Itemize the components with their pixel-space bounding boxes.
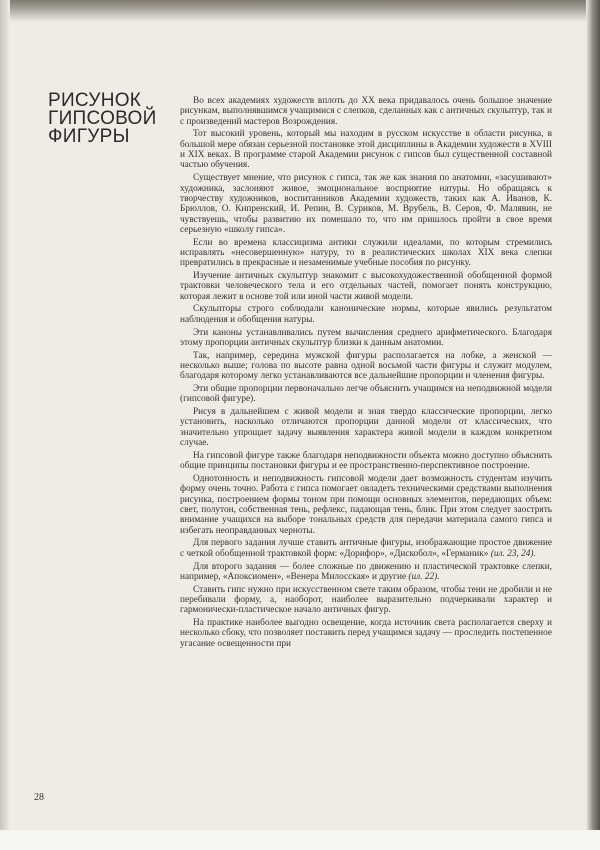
paragraph: Однотонность и неподвижность гипсовой модели дает возможность студентам изучить форму очень точно. Работа с гипса помогает овладеть техническими средствами выполнения рисунка, построением формы тоном при помощи основных элементов, передающих объем: свет, полутон, собственная тень, рефлекс, падающая тень, блик. При этом следует заострять внимание учащихся на выборе тональных средств для передачи материала самого гипса и избегать неоправданных черноты. [180, 473, 552, 536]
chapter-title-line-3: ФИГУРЫ [48, 126, 130, 147]
paragraph: Во всех академиях художеств вплоть до XX века придавалось очень большое значение рисункам, выполнявшимся учащимися с слепков, сделанных как с античных скульптур, так и с произведений мастеров Возрождения. [180, 96, 552, 127]
scan-shadow-left [0, 0, 10, 850]
paragraph: Ставить гипс нужно при искусственном свете таким образом, чтобы тени не дробили и не перебивали форму, а, наоборот, наиболее выразительно подчеркивали характер и гармонически-пластическое начало античных фигур. [180, 584, 552, 616]
scan-shadow-top [0, 0, 600, 22]
paragraph-with-ref [180, 562, 552, 583]
paragraph: Если во времена классицизма антики служили идеалами, по которым стремились исправлять «несовершенную» натуру, то в реалистических школах XIX века слепки превратились в прекрасные и незаменимые учебные пособия по рисунку. [180, 237, 552, 269]
paragraph: Существует мнение, что рисунок с гипса, так же как знания по анатомии, «засушивают» художника, заслоняют живое, эмоциональное восприятие натуры. Но обращаясь к творчеству художников, воспитанников Академии художеств, таких как А. Иванов, К. Брюллов, О. Кипренский, И. Репин, В. Суриков, М. Врубель, В. Серов, Ф. Малявин, не чувствуешь, чтобы развитию их помешало то, что им пришлось пройти в свое время серьезную «школу гипса». [180, 173, 552, 235]
chapter-title-line-2: ГИПСОВОЙ [48, 108, 157, 129]
paragraph: На гипсовой фигуре также благодаря неподвижности объекта можно доступно объяснить общие принципы постановки фигуры и ее пространственно-перспективное построение. [180, 450, 552, 472]
paragraph: На практике наиболее выгодно освещение, когда источник света располагается сверху и несколько сбоку, что позволяет поставить перед учащимся задачу — проследить постепенное угасание освещенности при [180, 618, 553, 649]
illustration-ref: (ил. 22). [408, 571, 440, 582]
chapter-title [48, 92, 158, 146]
body-text [180, 96, 552, 651]
page-number: 28 [34, 792, 44, 803]
scan-shadow-right [586, 0, 600, 850]
paragraph: Скульпторы строго соблюдали канонические нормы, которые явились результатом наблюдения и обобщения натуры. [180, 304, 552, 325]
paragraph: Тот высокий уровень, который мы находим в русском искусстве в области рисунка, в большой мере обязан серьезной постановке этой дисциплины в Академии художеств в XVIII и XIX веках. В программе старой Академии рисунок с гипсов был существенной составной частью обучения. [180, 129, 552, 171]
chapter-title-line-1: РИСУНОК [48, 90, 142, 111]
paragraph-with-ref [180, 538, 552, 559]
paragraph: Эти общие пропорции первоначально легче объяснить учащимся на неподвижной модели (гипсовой фигуре). [180, 384, 552, 405]
paragraph-text: Для второго задания — более сложные по движению и пластической трактовке слепки, например, «Апоксиомен», «Венера Милосская» и другие [180, 561, 552, 582]
paragraph-text: Для первого задания лучше ставить античные фигуры, изображающие простое движение с четкой обобщенной трактовкой форм: «Дорифор», «Дискобол», «Германик» [180, 538, 552, 559]
illustration-ref: (ил. 23, 24). [490, 548, 536, 559]
paragraph: Изучение античных скульптур знакомит с высокохудожественной обобщенной формой трактовки человеческого тела и его отдельных частей, помогает понять конструкцию, которая лежит в основе той или иной части живой модели. [180, 271, 552, 302]
paragraph: Рисуя в дальнейшем с живой модели и зная твердо классические пропорции, легко установить, насколько отличаются пропорции данной модели от классических, что значительно упрощает задачу выявления характера живой модели в каждом конкретном случае. [180, 407, 552, 449]
paragraph: Эти каноны устанавливались путем вычисления среднего арифметического. Благодаря этому пропорции античных скульптур близки к данным анатомии. [180, 327, 552, 348]
scan-margin-bottom [0, 830, 600, 850]
paragraph: Так, например, середина мужской фигуры располагается на лобке, а женской — несколько выше; голова по высоте равна одной восьмой части фигуры и служит модулем, благодаря которому легко устанавливаются все дальнейшие пропорции и членения фигуры. [180, 350, 552, 382]
